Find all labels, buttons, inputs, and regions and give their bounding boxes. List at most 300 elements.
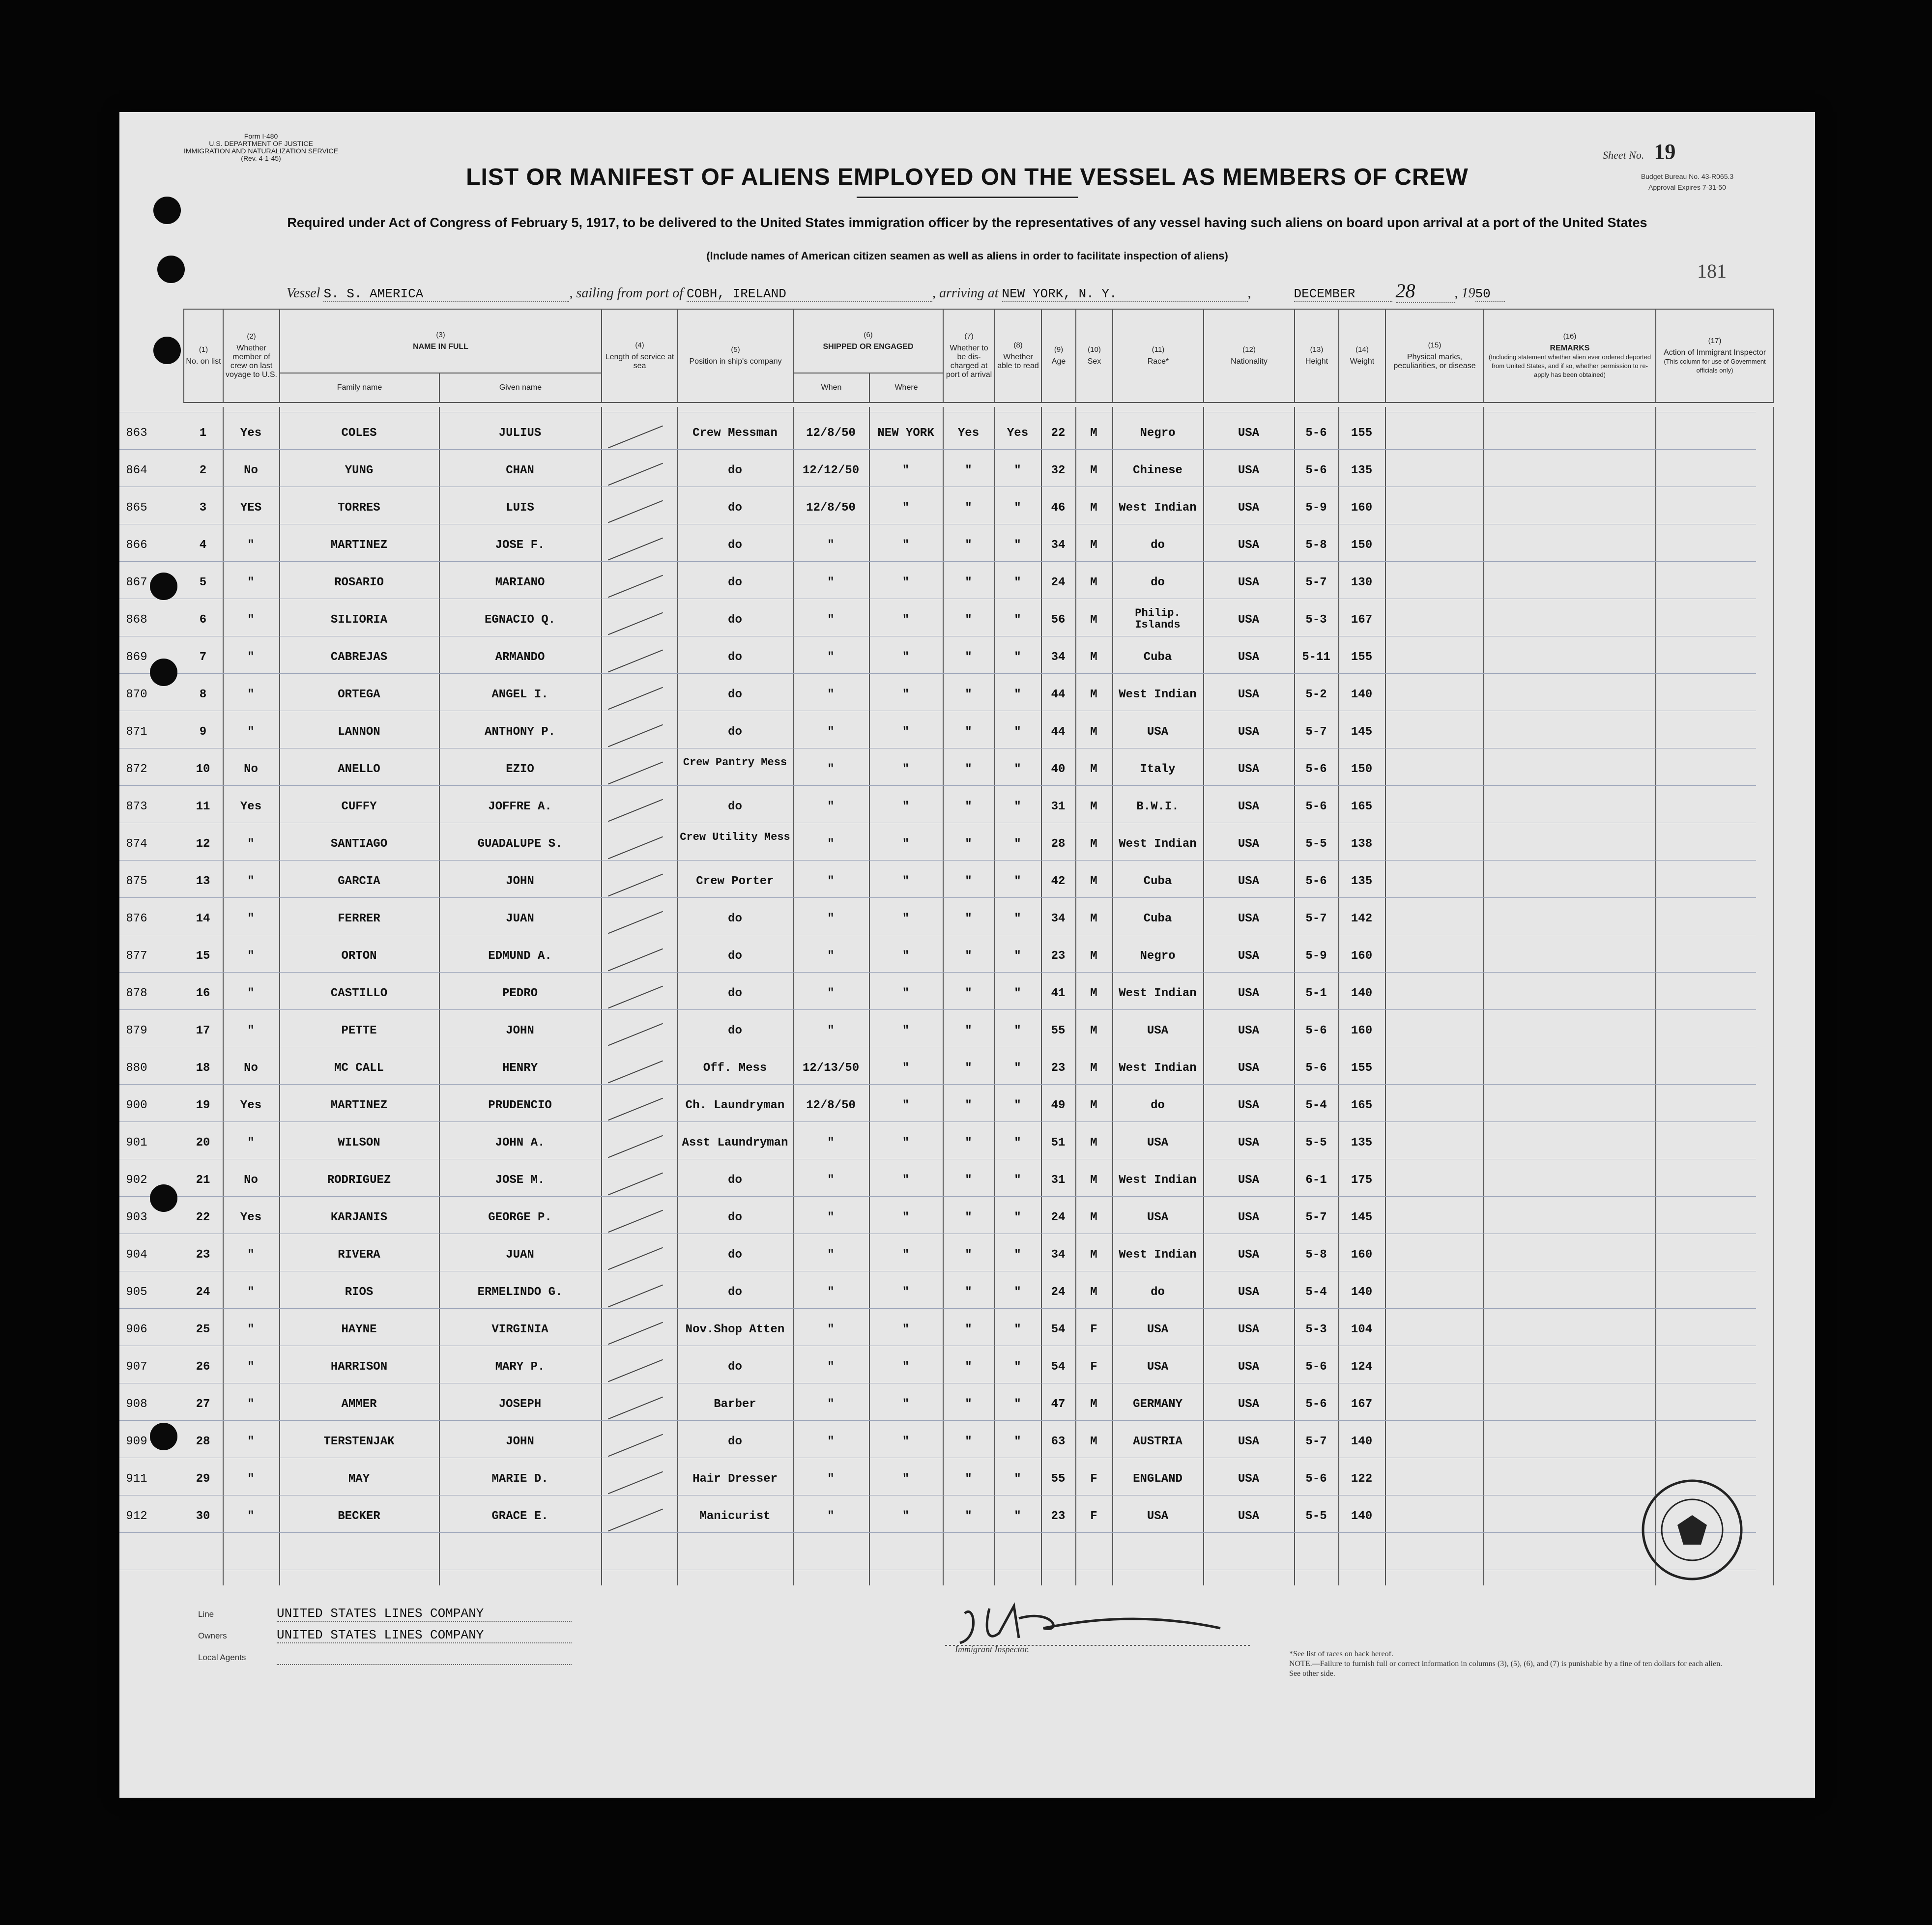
punch-hole bbox=[150, 573, 177, 600]
cell-ht: 5-6 bbox=[1305, 427, 1327, 440]
cell-read: " bbox=[1014, 1099, 1021, 1112]
punch-hole bbox=[150, 1184, 177, 1212]
cell-m: 873 bbox=[126, 800, 147, 813]
cell-when: " bbox=[827, 875, 835, 888]
cell-giv: PEDRO bbox=[502, 987, 538, 1000]
service-tick-mark bbox=[608, 1098, 663, 1121]
cell-where: " bbox=[902, 800, 910, 813]
table-row bbox=[126, 1500, 1815, 1537]
owners-value: UNITED STATES LINES COMPANY bbox=[277, 1628, 572, 1643]
cell-ht: 5-5 bbox=[1305, 1136, 1327, 1149]
cell-nat: USA bbox=[1238, 1472, 1260, 1486]
cell-ht: 5-7 bbox=[1305, 576, 1327, 589]
cell-giv: JOHN A. bbox=[495, 1136, 545, 1149]
cell-fam: SANTIAGO bbox=[330, 837, 388, 851]
cell-dis: " bbox=[965, 1136, 972, 1149]
cell-race: West Indian bbox=[1119, 501, 1197, 515]
cell-sex: F bbox=[1090, 1323, 1097, 1336]
cell-when: " bbox=[827, 763, 835, 776]
cell-fam: ORTON bbox=[341, 949, 377, 963]
cell-v: " bbox=[247, 651, 255, 664]
cell-read: " bbox=[1014, 1136, 1021, 1149]
cell-age: 23 bbox=[1051, 1062, 1066, 1075]
cell-n: 3 bbox=[199, 501, 207, 515]
cell-m: 909 bbox=[126, 1435, 147, 1448]
cell-wt: 165 bbox=[1351, 1099, 1373, 1112]
table-row bbox=[126, 1388, 1815, 1425]
cell-dis: " bbox=[965, 800, 972, 813]
table-row bbox=[126, 790, 1815, 828]
cell-fam: KARJANIS bbox=[330, 1211, 388, 1224]
cell-sex: M bbox=[1090, 912, 1097, 925]
cell-where: " bbox=[902, 1211, 910, 1224]
cell-v: Yes bbox=[240, 427, 262, 440]
cell-n: 11 bbox=[196, 800, 210, 813]
cell-nat: USA bbox=[1238, 1248, 1260, 1262]
cell-m: 866 bbox=[126, 539, 147, 552]
service-tick-mark bbox=[608, 836, 663, 860]
cell-when: " bbox=[827, 613, 835, 627]
cell-ht: 5-6 bbox=[1305, 464, 1327, 477]
cell-n: 20 bbox=[196, 1136, 210, 1149]
cell-age: 22 bbox=[1051, 427, 1066, 440]
cell-giv: MARY P. bbox=[495, 1360, 545, 1374]
cell-fam: RIOS bbox=[345, 1286, 374, 1299]
cell-dis: " bbox=[965, 1472, 972, 1486]
col-header-given-name: Given name bbox=[439, 373, 602, 402]
cell-wt: 175 bbox=[1351, 1174, 1373, 1187]
cell-sex: F bbox=[1090, 1472, 1097, 1486]
cell-sex: M bbox=[1090, 1174, 1097, 1187]
cell-race: Negro bbox=[1140, 427, 1176, 440]
service-tick-mark bbox=[608, 1061, 663, 1084]
cell-pos: do bbox=[728, 725, 742, 739]
cell-when: " bbox=[827, 1248, 835, 1262]
cell-nat: USA bbox=[1238, 987, 1260, 1000]
cell-pos: do bbox=[728, 987, 742, 1000]
col-header-sex: (10) Sex bbox=[1076, 309, 1113, 402]
cell-fam: ANELLO bbox=[338, 763, 380, 776]
cell-sex: M bbox=[1090, 651, 1097, 664]
cell-sex: M bbox=[1090, 875, 1097, 888]
cell-race: do bbox=[1151, 1099, 1165, 1112]
sailing-label: , sailing from port of bbox=[569, 286, 683, 301]
cell-dis: " bbox=[965, 837, 972, 851]
footer-block bbox=[198, 1606, 572, 1671]
table-row bbox=[126, 678, 1815, 716]
cell-race: Italy bbox=[1140, 763, 1176, 776]
cell-wt: 167 bbox=[1351, 1398, 1373, 1411]
cell-dis: " bbox=[965, 1062, 972, 1075]
cell-n: 17 bbox=[196, 1024, 210, 1037]
cell-nat: USA bbox=[1238, 1211, 1260, 1224]
cell-n: 7 bbox=[199, 651, 207, 664]
cell-ht: 5-5 bbox=[1305, 1510, 1327, 1523]
cell-v: YES bbox=[240, 501, 262, 515]
cell-m: 908 bbox=[126, 1398, 147, 1411]
cell-age: 47 bbox=[1051, 1398, 1066, 1411]
table-row bbox=[126, 977, 1815, 1014]
cell-pos: Manicurist bbox=[699, 1510, 771, 1523]
cell-pos: do bbox=[728, 1360, 742, 1374]
service-tick-mark bbox=[608, 799, 663, 822]
cell-v: Yes bbox=[240, 1211, 262, 1224]
cell-v: " bbox=[247, 1510, 255, 1523]
cell-v: No bbox=[244, 763, 258, 776]
budget-bureau: Budget Bureau No. 43-R065.3 bbox=[1641, 172, 1734, 180]
cell-where: " bbox=[902, 688, 910, 701]
cell-read: " bbox=[1014, 1435, 1021, 1448]
cell-ht: 5-2 bbox=[1305, 688, 1327, 701]
cell-pos: do bbox=[728, 1211, 742, 1224]
cell-pos: Nov.Shop Atten bbox=[685, 1323, 785, 1336]
cell-where: " bbox=[902, 539, 910, 552]
cell-pos: Asst Laundryman bbox=[682, 1136, 788, 1149]
col-header-remarks: (16) REMARKS (Including statement whether alien ever ordered deported from United States, and if so, whether permission to re-apply has been obtained) bbox=[1484, 309, 1656, 402]
cell-wt: 160 bbox=[1351, 501, 1373, 515]
service-tick-mark bbox=[608, 874, 663, 897]
cell-giv: LUIS bbox=[506, 501, 534, 515]
service-tick-mark bbox=[608, 724, 663, 747]
cell-where: " bbox=[902, 1099, 910, 1112]
voyage-line: Vessel S. S. AMERICA , sailing from port of COBH, IRELAND , arriving at NEW YORK, N. Y. , DECEMBER 28 , 1950 bbox=[287, 279, 1505, 303]
cell-pos: do bbox=[728, 912, 742, 925]
cell-giv: HENRY bbox=[502, 1062, 538, 1075]
cell-pos: Ch. Laundryman bbox=[685, 1099, 785, 1112]
cell-race: do bbox=[1151, 576, 1165, 589]
cell-dis: " bbox=[965, 1398, 972, 1411]
cell-sex: M bbox=[1090, 1398, 1097, 1411]
cell-dis: " bbox=[965, 464, 972, 477]
cell-v: " bbox=[247, 949, 255, 963]
service-tick-mark bbox=[608, 538, 663, 561]
cell-sex: M bbox=[1090, 800, 1097, 813]
cell-when: " bbox=[827, 1323, 835, 1336]
table-row bbox=[126, 1463, 1815, 1500]
cell-wt: 140 bbox=[1351, 1510, 1373, 1523]
departure-port: COBH, IRELAND bbox=[687, 287, 932, 302]
cell-age: 56 bbox=[1051, 613, 1066, 627]
arrival-port: NEW YORK, N. Y. bbox=[1002, 287, 1248, 302]
cell-dis: " bbox=[965, 912, 972, 925]
table-row bbox=[126, 1425, 1815, 1463]
cell-dis: " bbox=[965, 651, 972, 664]
cell-dis: " bbox=[965, 1435, 972, 1448]
cell-fam: TERSTENJAK bbox=[323, 1435, 395, 1448]
cell-v: Yes bbox=[240, 800, 262, 813]
col-header-last-voyage: (2) Whether member of crew on last voyage to U.S. bbox=[223, 309, 280, 402]
service-tick-mark bbox=[608, 1434, 663, 1457]
cell-when: " bbox=[827, 1286, 835, 1299]
arrival-day: 28 bbox=[1396, 279, 1455, 303]
cell-pos: do bbox=[728, 800, 742, 813]
cell-pos: do bbox=[728, 464, 742, 477]
cell-giv: JOSE M. bbox=[495, 1174, 545, 1187]
cell-v: No bbox=[244, 464, 258, 477]
cell-nat: USA bbox=[1238, 1323, 1260, 1336]
cell-v: " bbox=[247, 539, 255, 552]
cell-race: Cuba bbox=[1143, 651, 1172, 664]
cell-ht: 5-7 bbox=[1305, 1211, 1327, 1224]
cell-read: " bbox=[1014, 464, 1021, 477]
punch-hole bbox=[150, 1423, 177, 1450]
cell-read: " bbox=[1014, 688, 1021, 701]
cell-race: USA bbox=[1147, 1323, 1169, 1336]
cell-nat: USA bbox=[1238, 539, 1260, 552]
cell-pos: do bbox=[728, 501, 742, 515]
cell-nat: USA bbox=[1238, 576, 1260, 589]
cell-giv: PRUDENCIO bbox=[488, 1099, 552, 1112]
cell-wt: 150 bbox=[1351, 539, 1373, 552]
cell-m: 912 bbox=[126, 1510, 147, 1523]
cell-wt: 155 bbox=[1351, 651, 1373, 664]
cell-read: " bbox=[1014, 1248, 1021, 1262]
cell-wt: 150 bbox=[1351, 763, 1373, 776]
cell-m: 874 bbox=[126, 837, 147, 851]
cell-sex: M bbox=[1090, 1024, 1097, 1037]
col-header-nationality: (12) Nationality bbox=[1204, 309, 1295, 402]
table-row bbox=[126, 1126, 1815, 1164]
cell-where: " bbox=[902, 949, 910, 963]
cell-sex: M bbox=[1090, 1136, 1097, 1149]
col-header-name: (3) NAME IN FULL bbox=[280, 309, 602, 373]
cell-read: " bbox=[1014, 725, 1021, 739]
cell-read: " bbox=[1014, 912, 1021, 925]
service-tick-mark bbox=[608, 426, 663, 449]
cell-where: " bbox=[902, 1286, 910, 1299]
cell-when: " bbox=[827, 725, 835, 739]
cell-v: " bbox=[247, 725, 255, 739]
cell-wt: 155 bbox=[1351, 427, 1373, 440]
cell-sex: M bbox=[1090, 1099, 1097, 1112]
consulate-seal bbox=[1638, 1476, 1746, 1584]
line-value: UNITED STATES LINES COMPANY bbox=[277, 1606, 572, 1622]
cell-when: 12/12/50 bbox=[802, 464, 860, 477]
cell-n: 9 bbox=[199, 725, 207, 739]
table-row bbox=[126, 641, 1815, 678]
table-row bbox=[126, 828, 1815, 865]
cell-m: 904 bbox=[126, 1248, 147, 1262]
page-title: LIST OR MANIFEST OF ALIENS EMPLOYED ON THE VESSEL AS MEMBERS OF CREW bbox=[466, 164, 1469, 190]
cell-age: 41 bbox=[1051, 987, 1066, 1000]
cell-sex: M bbox=[1090, 725, 1097, 739]
cell-n: 22 bbox=[196, 1211, 210, 1224]
table-row bbox=[126, 1313, 1815, 1350]
punch-hole bbox=[153, 337, 181, 364]
col-header-race: (11) Race* bbox=[1113, 309, 1204, 402]
cell-wt: 135 bbox=[1351, 1136, 1373, 1149]
cell-v: Yes bbox=[240, 1099, 262, 1112]
cell-read: " bbox=[1014, 837, 1021, 851]
cell-where: " bbox=[902, 1435, 910, 1448]
cell-m: 869 bbox=[126, 651, 147, 664]
cell-where: " bbox=[902, 1248, 910, 1262]
cell-giv: ANTHONY P. bbox=[484, 725, 556, 739]
table-row bbox=[126, 603, 1815, 641]
cell-wt: 135 bbox=[1351, 464, 1373, 477]
cell-m: 879 bbox=[126, 1024, 147, 1037]
service-tick-mark bbox=[608, 650, 663, 673]
cell-race: Chinese bbox=[1133, 464, 1182, 477]
cell-dis: " bbox=[965, 1248, 972, 1262]
cell-fam: COLES bbox=[341, 427, 377, 440]
service-tick-mark bbox=[608, 1023, 663, 1046]
cell-race: USA bbox=[1147, 1024, 1169, 1037]
cell-fam: AMMER bbox=[341, 1398, 377, 1411]
table-row bbox=[126, 566, 1815, 603]
table-row bbox=[126, 1014, 1815, 1052]
cell-dis: " bbox=[965, 1174, 972, 1187]
cell-ht: 5-9 bbox=[1305, 501, 1327, 515]
cell-n: 8 bbox=[199, 688, 207, 701]
cell-read: " bbox=[1014, 576, 1021, 589]
cell-where: " bbox=[902, 1398, 910, 1411]
cell-read: " bbox=[1014, 987, 1021, 1000]
cell-read: " bbox=[1014, 1360, 1021, 1374]
cell-where: " bbox=[902, 763, 910, 776]
cell-fam: RODRIGUEZ bbox=[327, 1174, 391, 1187]
cell-dis: " bbox=[965, 875, 972, 888]
cell-nat: USA bbox=[1238, 1174, 1260, 1187]
cell-nat: USA bbox=[1238, 800, 1260, 813]
cell-where: " bbox=[902, 875, 910, 888]
cell-giv: JOHN bbox=[506, 1435, 534, 1448]
cell-fam: PETTE bbox=[341, 1024, 377, 1037]
cell-race: West Indian bbox=[1119, 1174, 1197, 1187]
table-row bbox=[126, 716, 1815, 753]
table-row bbox=[126, 1089, 1815, 1126]
cell-m: 878 bbox=[126, 987, 147, 1000]
cell-where: " bbox=[902, 613, 910, 627]
cell-when: 12/13/50 bbox=[802, 1062, 860, 1075]
manifest-body bbox=[126, 407, 1751, 1585]
approval-expiry: Approval Expires 7-31-50 bbox=[1648, 183, 1726, 191]
cell-age: 28 bbox=[1051, 837, 1066, 851]
cell-n: 14 bbox=[196, 912, 210, 925]
service-tick-mark bbox=[608, 1173, 663, 1196]
cell-v: " bbox=[247, 1136, 255, 1149]
cell-m: 871 bbox=[126, 725, 147, 739]
arrival-month: DECEMBER bbox=[1294, 287, 1392, 302]
cell-fam: SILIORIA bbox=[330, 613, 388, 627]
cell-read: Yes bbox=[1007, 427, 1029, 440]
cell-pos: do bbox=[728, 1174, 742, 1187]
service: IMMIGRATION AND NATURALIZATION SERVICE bbox=[184, 147, 338, 155]
cell-fam: RIVERA bbox=[338, 1248, 380, 1262]
cell-pos: do bbox=[728, 1024, 742, 1037]
col-header-age: (9) Age bbox=[1041, 309, 1076, 402]
cell-sex: M bbox=[1090, 763, 1097, 776]
punch-hole bbox=[157, 256, 185, 283]
cell-dis: " bbox=[965, 1510, 972, 1523]
cell-age: 24 bbox=[1051, 1211, 1066, 1224]
cell-ht: 6-1 bbox=[1305, 1174, 1327, 1187]
cell-age: 34 bbox=[1051, 912, 1066, 925]
cell-giv: JOHN bbox=[506, 875, 534, 888]
service-tick-mark bbox=[608, 762, 663, 785]
cell-age: 44 bbox=[1051, 688, 1066, 701]
service-tick-mark bbox=[608, 463, 663, 486]
table-row bbox=[126, 865, 1815, 902]
cell-when: " bbox=[827, 912, 835, 925]
cell-n: 16 bbox=[196, 987, 210, 1000]
col-header-no: (1) No. on list bbox=[184, 309, 223, 402]
cell-nat: USA bbox=[1238, 912, 1260, 925]
cell-fam: FERRER bbox=[338, 912, 380, 925]
cell-nat: USA bbox=[1238, 1024, 1260, 1037]
cell-race: USA bbox=[1147, 1136, 1169, 1149]
cell-age: 63 bbox=[1051, 1435, 1066, 1448]
cell-ht: 5-7 bbox=[1305, 912, 1327, 925]
cell-where: " bbox=[902, 1510, 910, 1523]
service-tick-mark bbox=[608, 1397, 663, 1420]
column-headers bbox=[183, 309, 1774, 403]
cell-m: 867 bbox=[126, 576, 147, 589]
col-header-service: (4) Length of service at sea bbox=[602, 309, 678, 402]
cell-dis: " bbox=[965, 987, 972, 1000]
title-underline bbox=[857, 197, 1078, 198]
cell-fam: CASTILLO bbox=[330, 987, 388, 1000]
form-number: Form I-480 bbox=[244, 132, 278, 140]
cell-sex: M bbox=[1090, 576, 1097, 589]
cell-n: 15 bbox=[196, 949, 210, 963]
cell-wt: 165 bbox=[1351, 800, 1373, 813]
cell-where: " bbox=[902, 1136, 910, 1149]
cell-giv: GRACE E. bbox=[491, 1510, 548, 1523]
cell-pos: do bbox=[728, 539, 742, 552]
cell-race: USA bbox=[1147, 1211, 1169, 1224]
cell-read: " bbox=[1014, 1510, 1021, 1523]
cell-sex: M bbox=[1090, 949, 1097, 963]
cell-age: 54 bbox=[1051, 1360, 1066, 1374]
cell-n: 12 bbox=[196, 837, 210, 851]
stamp-number: 181 bbox=[1697, 260, 1727, 282]
cell-age: 34 bbox=[1051, 651, 1066, 664]
cell-giv: JUAN bbox=[506, 912, 534, 925]
cell-nat: USA bbox=[1238, 763, 1260, 776]
cell-age: 55 bbox=[1051, 1472, 1066, 1486]
page-subtitle: Required under Act of Congress of February 5, 1917, to be delivered to the United States immigration officer by the representatives of any vessel having such aliens on board upon arrival at a port of the United States bbox=[287, 215, 1647, 230]
table-row bbox=[126, 417, 1815, 454]
cell-n: 10 bbox=[196, 763, 210, 776]
cell-giv: EGNACIO Q. bbox=[484, 613, 556, 627]
cell-m: 902 bbox=[126, 1174, 147, 1187]
cell-wt: 145 bbox=[1351, 1211, 1373, 1224]
cell-when: " bbox=[827, 949, 835, 963]
cell-sex: F bbox=[1090, 1510, 1097, 1523]
cell-giv: JUAN bbox=[506, 1248, 534, 1262]
cell-race: West Indian bbox=[1119, 688, 1197, 701]
cell-giv: JOSE F. bbox=[495, 539, 545, 552]
service-tick-mark bbox=[608, 1135, 663, 1158]
col-header-height: (13) Height bbox=[1295, 309, 1339, 402]
cell-where: NEW YORK bbox=[877, 427, 934, 440]
cell-m: 875 bbox=[126, 875, 147, 888]
cell-giv: JOFFRE A. bbox=[488, 800, 552, 813]
cell-wt: 122 bbox=[1351, 1472, 1373, 1486]
cell-age: 31 bbox=[1051, 800, 1066, 813]
cell-n: 27 bbox=[196, 1398, 210, 1411]
service-tick-mark bbox=[608, 986, 663, 1009]
cell-when: " bbox=[827, 1510, 835, 1523]
cell-wt: 160 bbox=[1351, 949, 1373, 963]
service-tick-mark bbox=[608, 911, 663, 934]
cell-age: 34 bbox=[1051, 1248, 1066, 1262]
cell-ht: 5-4 bbox=[1305, 1099, 1327, 1112]
cell-when: " bbox=[827, 539, 835, 552]
cell-fam: CABREJAS bbox=[330, 651, 388, 664]
department: U.S. DEPARTMENT OF JUSTICE bbox=[209, 140, 313, 147]
